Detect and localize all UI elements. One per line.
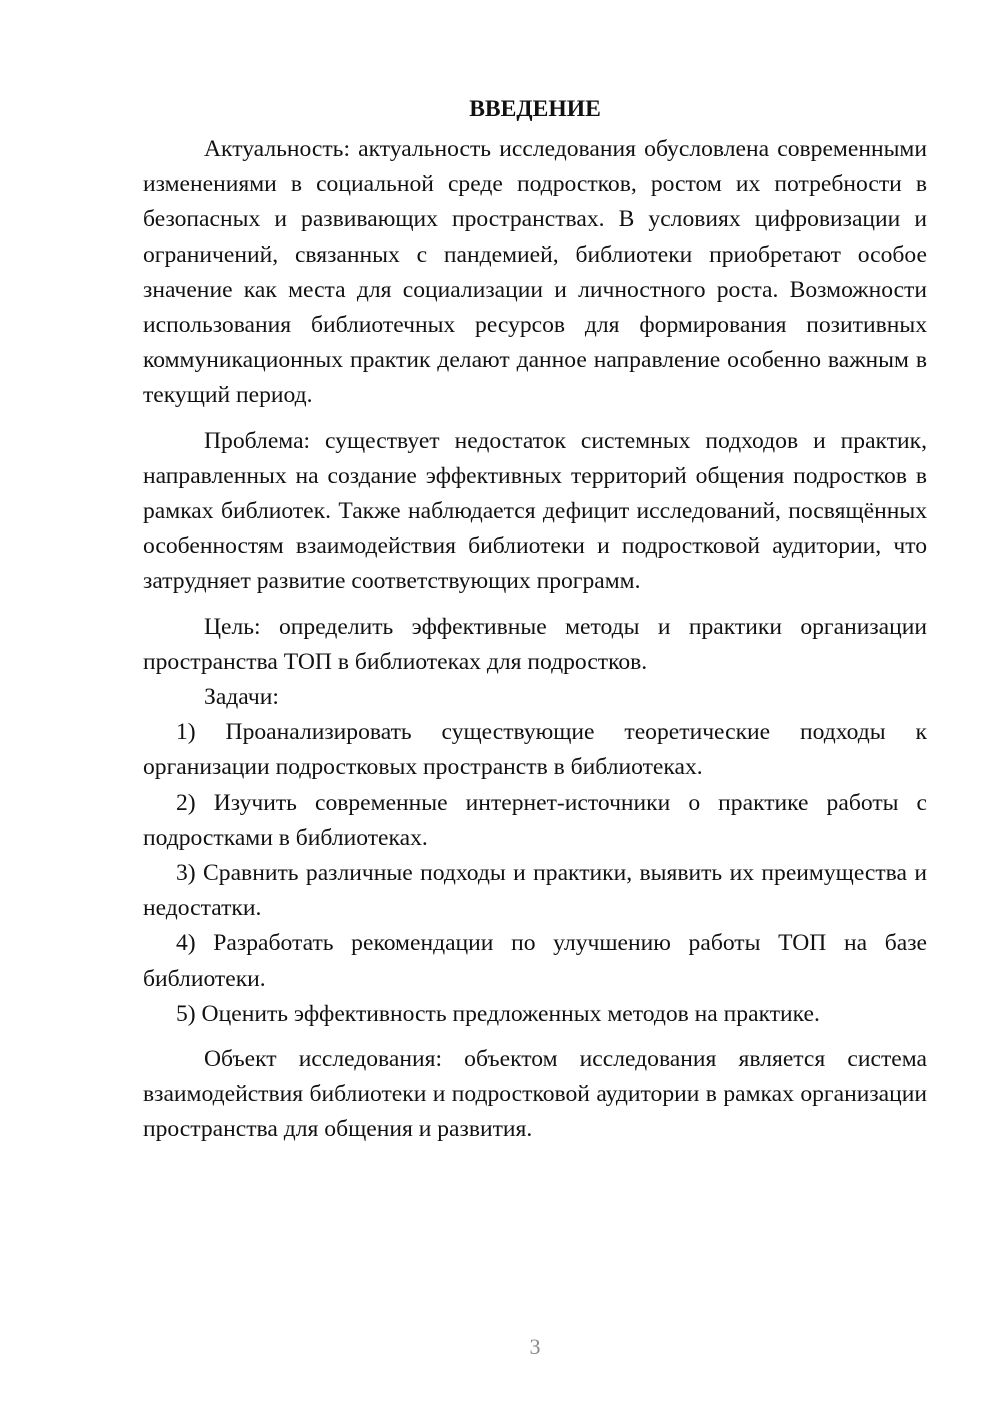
object-paragraph: Объект исследования: объектом исследования является система взаимодействия библиотеки и подростковой аудитории в рамках организации пространства для общения и развития.	[143, 1046, 927, 1143]
page-body	[143, 92, 927, 1148]
problem-paragraph: Проблема: существует недостаток системных подходов и практик, направленных на создание эффективных территорий общения подростков в рамках библиотек. Также наблюдается дефицит исследований, посвящённых особенностям взаимодействия библиотеки и подростковой аудитории, что затрудняет развитие соответствующих программ.	[143, 427, 927, 595]
task-item-3: 3) Сравнить различные подходы и практики, выявить их преимущества и недостатки.	[143, 860, 927, 922]
relevance-paragraph: Актуальность: актуальность исследования обусловлена современными изменениями в социальной среде подростков, ростом их потребности в безопасных и развивающих пространствах. В условиях цифровизации и ограничений, связанных с пандемией, библиотеки приобретают особое значение как места для социализации и личностного роста. Возможности использования библиотечных ресурсов для формирования позитивных коммуникационных практик делают данное направление особенно важным в текущий период.	[143, 136, 927, 409]
section-heading: ВВЕДЕНИЕ	[469, 96, 601, 122]
goal-paragraph: Цель: определить эффективные методы и практики организации пространства ТОП в библиотеках для подростков.	[143, 613, 927, 675]
task-item-5: 5) Оценить эффективность предложенных методов на практике.	[176, 1000, 820, 1027]
tasks-label: Задачи:	[204, 684, 279, 711]
task-item-1: 1) Проанализировать существующие теоретические подходы к организации подростковых пространств в библиотеках.	[143, 719, 927, 781]
page-number: 3	[529, 1334, 541, 1359]
task-item-2: 2) Изучить современные интернет-источники о практике работы с подростками в библиотеках.	[143, 789, 927, 851]
task-item-4: 4) Разработать рекомендации по улучшению работы ТОП на базе библиотеки.	[143, 930, 927, 992]
